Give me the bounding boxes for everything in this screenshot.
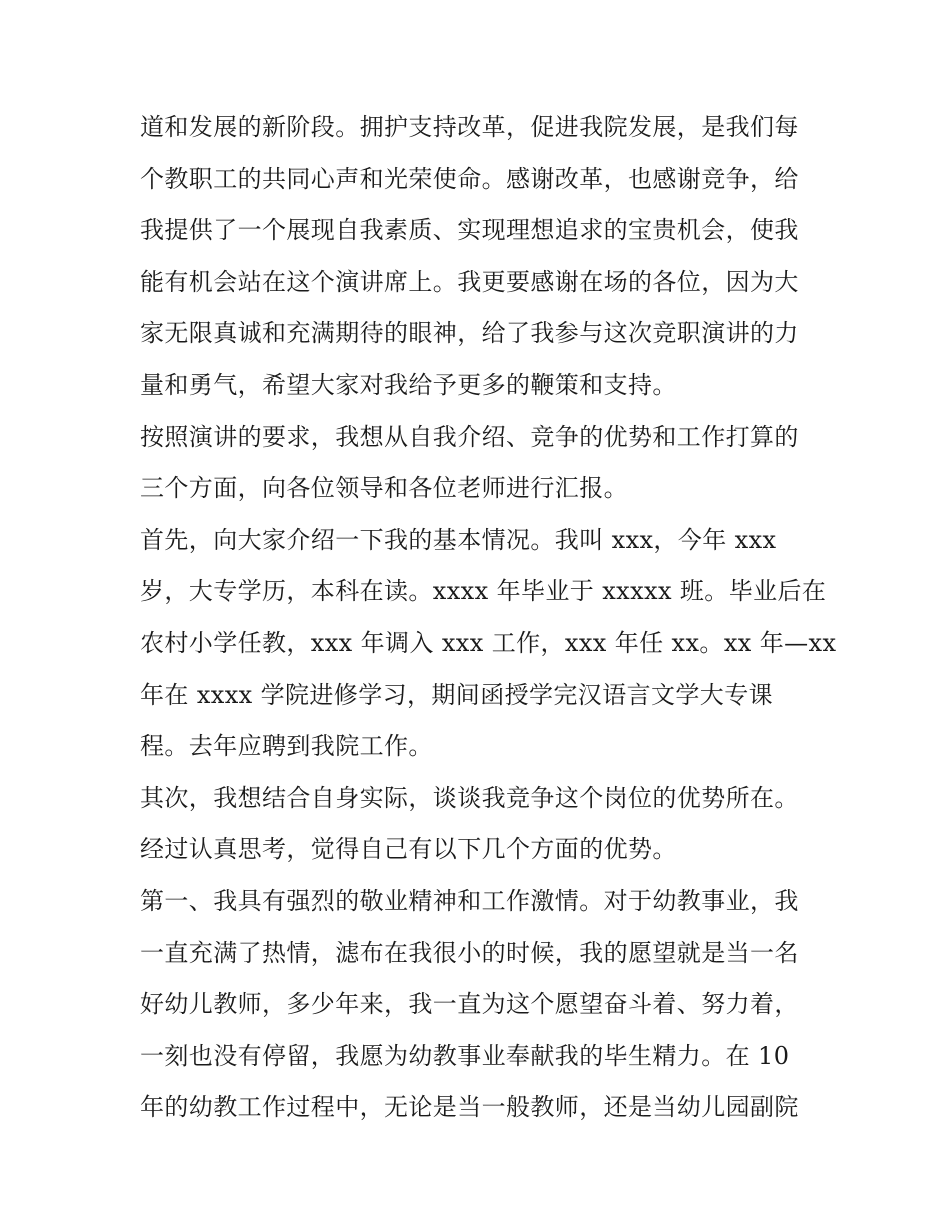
text-line: 按照演讲的要求，我想从自我介绍、竞争的优势和工作打算的 (140, 422, 799, 451)
text-line: 程。去年应聘到我院工作。 (140, 732, 433, 761)
text-line: 三个方面，向各位领导和各位老师进行汇报。 (140, 474, 628, 503)
text-line: 其次，我想结合自身实际，谈谈我竞争这个岗位的优势所在。 (140, 783, 799, 812)
text-line: 第一、我具有强烈的敬业精神和工作激情。对于幼教事业，我 (140, 886, 799, 915)
text-line: 我提供了一个展现自我素质、实现理想追求的宝贵机会，使我 (140, 216, 799, 245)
text-line: 经过认真思考，觉得自己有以下几个方面的优势。 (140, 835, 677, 864)
text-line: 道和发展的新阶段。拥护支持改革，促进我院发展，是我们每 (140, 113, 799, 141)
text-line: 首先，向大家介绍一下我的基本情况。我叫 xxx，今年 xxx (140, 525, 777, 554)
text-line: 好幼儿教师，多少年来，我一直为这个愿望奋斗着、努力着， (140, 990, 799, 1019)
text-line: 岁，大专学历，本科在读。xxxx 年毕业于 xxxxx 班。毕业后在 (140, 577, 827, 606)
text-line: 一刻也没有停留，我愿为幼教事业奉献我的毕生精力。在 10 (140, 1041, 790, 1070)
text-line: 能有机会站在这个演讲席上。我更要感谢在场的各位，因为大 (140, 267, 799, 296)
text-line: 年在 xxxx 学院进修学习，期间函授学完汉语言文学大专课 (140, 680, 773, 709)
text-line: 农村小学任教，xxx 年调入 xxx 工作，xxx 年任 xx。xx 年—xx (140, 628, 837, 657)
text-line: 量和勇气，希望大家对我给予更多的鞭策和支持。 (140, 370, 677, 399)
text-line: 一直充满了热情，滤布在我很小的时候，我的愿望就是当一名 (140, 938, 799, 967)
text-line: 年的幼教工作过程中，无论是当一般教师，还是当幼儿园副院 (140, 1093, 799, 1122)
text-line: 个教职工的共同心声和光荣使命。感谢改革，也感谢竞争，给 (140, 164, 799, 193)
document-body (140, 102, 837, 1134)
text-line: 家无限真诚和充满期待的眼神，给了我参与这次竞职演讲的力 (140, 319, 799, 348)
